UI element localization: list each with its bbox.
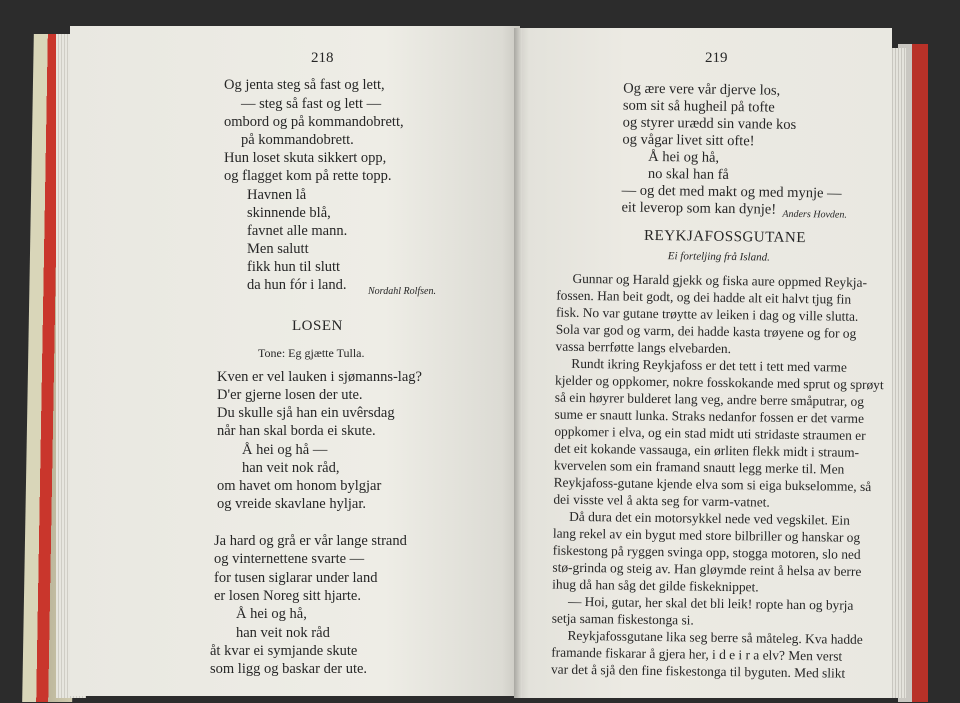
prose-line: dei visste vel å akta seg for varm-vatnet. bbox=[553, 491, 770, 510]
prose-line: kvervelen som ein framand snautt legg merke til. Men bbox=[553, 457, 845, 477]
poem-title: LOSEN bbox=[292, 318, 343, 334]
prose-line: Då dura det ein motorsykkel nede ved vegskilet. Ein bbox=[569, 508, 851, 528]
prose-line: Rundt ikring Reykjafoss er det tett i tett med varme bbox=[571, 355, 847, 375]
prose-line: stø-grinda og steig av. Han gløymde reint å helsa av berre bbox=[552, 559, 862, 579]
prose-line: kjelder og oppkomer, nokre fosskokande med sprut og sprøyt bbox=[554, 372, 884, 393]
page-number-left: 218 bbox=[311, 50, 334, 66]
story-subtitle: Ei forteljing frå Island. bbox=[667, 250, 770, 264]
tune-note: Tone: Eg gjætte Tulla. bbox=[258, 346, 365, 360]
poem-line: skinnende blå, bbox=[247, 205, 331, 221]
poem-line: for tusen siglarar under land bbox=[214, 570, 378, 586]
prose-line: det eit kokande vassauga, ein ørliten flekk midt i straum- bbox=[554, 440, 860, 460]
poem-author: Anders Hovden. bbox=[782, 208, 847, 221]
right-page bbox=[514, 28, 892, 698]
left-page bbox=[70, 26, 520, 696]
poem-author: Nordahl Rolfsen. bbox=[368, 286, 436, 297]
prose-line: så ein høyrer bulderet lang veg, andre berre småputrar, og bbox=[554, 389, 865, 409]
page-number-right: 219 bbox=[705, 50, 728, 66]
prose-line: Reykjafoss-gutane kjende elva som si eiga bukselomme, så bbox=[553, 474, 872, 495]
poem-line: favnet alle mann. bbox=[247, 223, 348, 239]
poem-line: da hun fór i land. bbox=[247, 277, 347, 293]
prose-line: Gunnar og Harald gjekk og fiska aure oppmed Reykja- bbox=[572, 270, 868, 290]
prose-line: lang rekel av ein bygut med store bilbriller og hanskar og bbox=[552, 525, 861, 545]
prose-line: ihug då han såg det gilde fiskeknippet. bbox=[552, 576, 759, 595]
poem-line: som ligg og baskar der ute. bbox=[210, 661, 368, 677]
prose-line: — Hoi, gutar, her skal det bli leik! ropte han og byrja bbox=[567, 593, 854, 613]
book-gutter bbox=[514, 28, 522, 698]
poem-line: og flagget kom på rette topp. bbox=[224, 168, 392, 184]
prose-line: sume er snautt lunka. Straks nedanfor fossen er det varme bbox=[554, 406, 865, 426]
poem-line: Kven er vel lauken i sjømanns-lag? bbox=[217, 369, 422, 385]
prose-line: framande fiskarar å gjera her, i d e i r a elv? Men verst bbox=[551, 644, 843, 664]
poem-line: Du skulle sjå han ein uvêrsdag bbox=[217, 405, 395, 421]
poem-line: og styrer urædd sin vande kos bbox=[622, 114, 797, 133]
poem-line: Ja hard og grå er vår lange strand bbox=[214, 533, 407, 549]
poem-line: om havet om honom bylgjar bbox=[217, 478, 382, 494]
story-title: REYKJAFOSSGUTANE bbox=[643, 227, 807, 247]
poem-line: Havnen lå bbox=[247, 187, 307, 203]
prose-line: fiskestong på ryggen svinga opp, stogga motoren, slo ned bbox=[552, 542, 861, 562]
prose-line: fisk. No var gutane trøytte av leiken i dag og ville slutta. bbox=[555, 304, 859, 324]
poem-line: — steg så fast og lett — bbox=[241, 96, 382, 112]
poem-line: som sit så hugheil på tofte bbox=[622, 97, 775, 116]
poem-line: Men salutt bbox=[247, 241, 309, 257]
poem-line: og vågar livet sitt ofte! bbox=[622, 131, 755, 150]
prose-line: setja saman fiskestonga si. bbox=[551, 610, 694, 628]
poem-line: og vreide skavlane hyljar. bbox=[217, 496, 366, 512]
poem-line: og vinternettene svarte — bbox=[214, 551, 365, 567]
prose-line: oppkomer i elva, og ein stad midt uti stridaste straumen er bbox=[554, 423, 866, 443]
poem-line: no skal han få bbox=[647, 165, 730, 184]
poem-line: åt kvar ei symjande skute bbox=[210, 643, 358, 659]
poem-line: Og ære vere vår djerve los, bbox=[623, 80, 781, 99]
prose-line: Reykjafossgutane lika seg berre så måteleg. Kva hadde bbox=[567, 627, 863, 647]
poem-line: på kommandobrett. bbox=[241, 132, 354, 148]
right-page-text-block bbox=[505, 28, 892, 703]
poem-line: han veit nok råd bbox=[236, 625, 330, 641]
poem-line: Hun loset skuta sikkert opp, bbox=[224, 150, 387, 166]
poem-line: han veit nok råd, bbox=[242, 460, 340, 476]
poem-line: Å hei og hå — bbox=[242, 442, 328, 458]
poem-line: eit leverop som kan dynje! bbox=[621, 199, 777, 218]
prose-line: fossen. Han beit godt, og dei hadde alt eit halvt tjug fin bbox=[556, 287, 852, 307]
prose-line: vassa berrføtte langs elvebarden. bbox=[555, 338, 732, 357]
poem-line: fikk hun til slutt bbox=[247, 259, 341, 275]
poem-line: Å hei og hå, bbox=[648, 148, 720, 166]
poem-line: er losen Noreg sitt hjarte. bbox=[214, 588, 361, 604]
prose-line: Sola var god og varm, dei hadde kasta trøyene og for og bbox=[555, 321, 857, 341]
poem-line: ombord og på kommandobrett, bbox=[224, 114, 404, 130]
poem-line: når han skal borda ei skute. bbox=[217, 423, 376, 439]
poem-line: Og jenta steg så fast og lett, bbox=[224, 77, 385, 93]
poem-line: D'er gjerne losen der ute. bbox=[217, 387, 363, 403]
poem-line: Å hei og hå, bbox=[236, 606, 307, 622]
poem-line: — og det med makt og med mynje — bbox=[621, 182, 842, 202]
prose-line: var det å sjå den fine fiskestonga til byguten. Med slikt bbox=[550, 661, 846, 681]
